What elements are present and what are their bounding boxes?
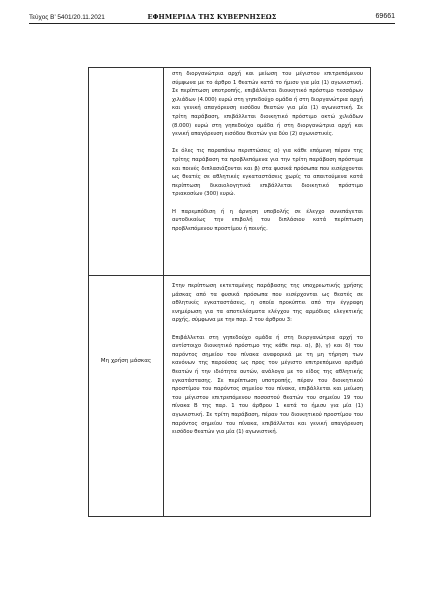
penalty-table — [88, 67, 371, 517]
row-divider — [89, 275, 370, 276]
issue-reference: Τεύχος B’ 5401/20.11.2021 — [29, 14, 105, 21]
paragraph: Στην περίπτωση εκτεταμένης παράβασης της υποχρεωτικής χρήσης μάσκας από τα φυσικά πρόσωπα που εισέρχονται ως θεατές σε αθλητικές εγκαταστάσεις, η οποία προκύπτει από την έγγραφη ενημέρωση για τα αποτελέσματα ελέγχου της αρμόδιας ελεγκτικής αρχής, σύμφωνα με την παρ. 2 του άρθρου 3: — [172, 283, 363, 324]
page-header — [0, 0, 424, 30]
gazette-title: ΕΦΗΜΕΡΙΔΑ ΤΗΣ ΚΥΒΕΡΝΗΣΕΩΣ — [147, 13, 277, 21]
row-label-mask: Μη χρήση μάσκας — [100, 358, 152, 364]
paragraph: Η παρεμπόδιση ή η άρνηση υποβολής σε έλεγχο συνεπάγεται αυτοδικαίως την επιβολή του διπλάσιου κατά περίπτωση προβλεπόμενου προστίμου ή ποινής. — [172, 208, 363, 232]
page-number: 69661 — [375, 13, 395, 20]
header-rule — [29, 23, 395, 24]
column-divider — [163, 68, 164, 516]
paragraph: στη διοργανώτρια αρχή και μείωση του μέγιστου επιτρεπόμενου σύμφωνα με το άρθρο 1 θεατών κατά το ήμισυ για μία (1) αγωνιστική. Σε περίπτωση υποτροπής, επιβάλλεται διοικητικό πρόστιμο τεσσάρων χιλιάδων (4.000) ευρώ στη γηπεδούχο ομάδα ή στη διοργανώτρια αρχή και γενική απαγόρευση εισόδου θεατών για μία (1) αγωνιστική. Σε τρίτη παράβαση, επιβάλλεται διοικητικό πρόστιμο οκτώ χιλιάδων (8.000) ευρώ στη γηπεδούχο ομάδα ή στη διοργανώτρια αρχή και γενική απαγόρευση εισόδου θεατών για δύο (2) αγωνιστικές. — [172, 71, 363, 138]
paragraph: Επιβάλλεται στη γηπεδούχο ομάδα ή στη διοργανώτρια αρχή το αντίστοιχο διοικητικό πρόστιμο της κάθε περ. α), β), γ) και δ) του παρόντος σημείου του πίνακα αναφορικά με τη μη τήρηση των κανόνων της παρούσας ως προς τον μέγιστο επιτρεπόμενο αριθμό θεατών ή την ιδιότητα αυτών, ανάλογα με το είδος της αθλητικής εγκατάστασης. Σε περίπτωση υποτροπής, πέραν του διοικητικού προστίμου του παρόντος σημείου του πίνακα, επιβάλλεται και μείωση του μέγιστου επιτρεπόμενου ποσοστού θεατών του σημείου 19 του πίνακα Β της παρ. 1 του άρθρου 1 κατά το ήμισυ για μία (1) αγωνιστική. Σε τρίτη παράβαση, πέραν του διοικητικού προστίμου του παρόντος σημείου του πίνακα, επιβάλλεται και γενική απαγόρευση εισόδου θεατών για μία (1) αγωνιστική. — [172, 334, 363, 436]
paragraph: Σε όλες τις παραπάνω περιπτώσεις α) για κάθε επόμενη πέραν της τρίτης παράβαση τα προβλεπόμενα για την τρίτη παράβαση πρόστιμα και ποινές διπλασιάζονται και β) στα φυσικά πρόσωπα που εισέρχονται ως θεατές σε αθλητικές εγκαταστάσεις χωρίς τα απαιτούμενα κατά περίπτωση δικαιολογητικά επιβάλλεται διοικητικό πρόστιμο τριακοσίων (300) ευρώ. — [172, 148, 363, 198]
table-row-2-content — [172, 282, 363, 445]
table-row-1-content — [172, 70, 363, 242]
